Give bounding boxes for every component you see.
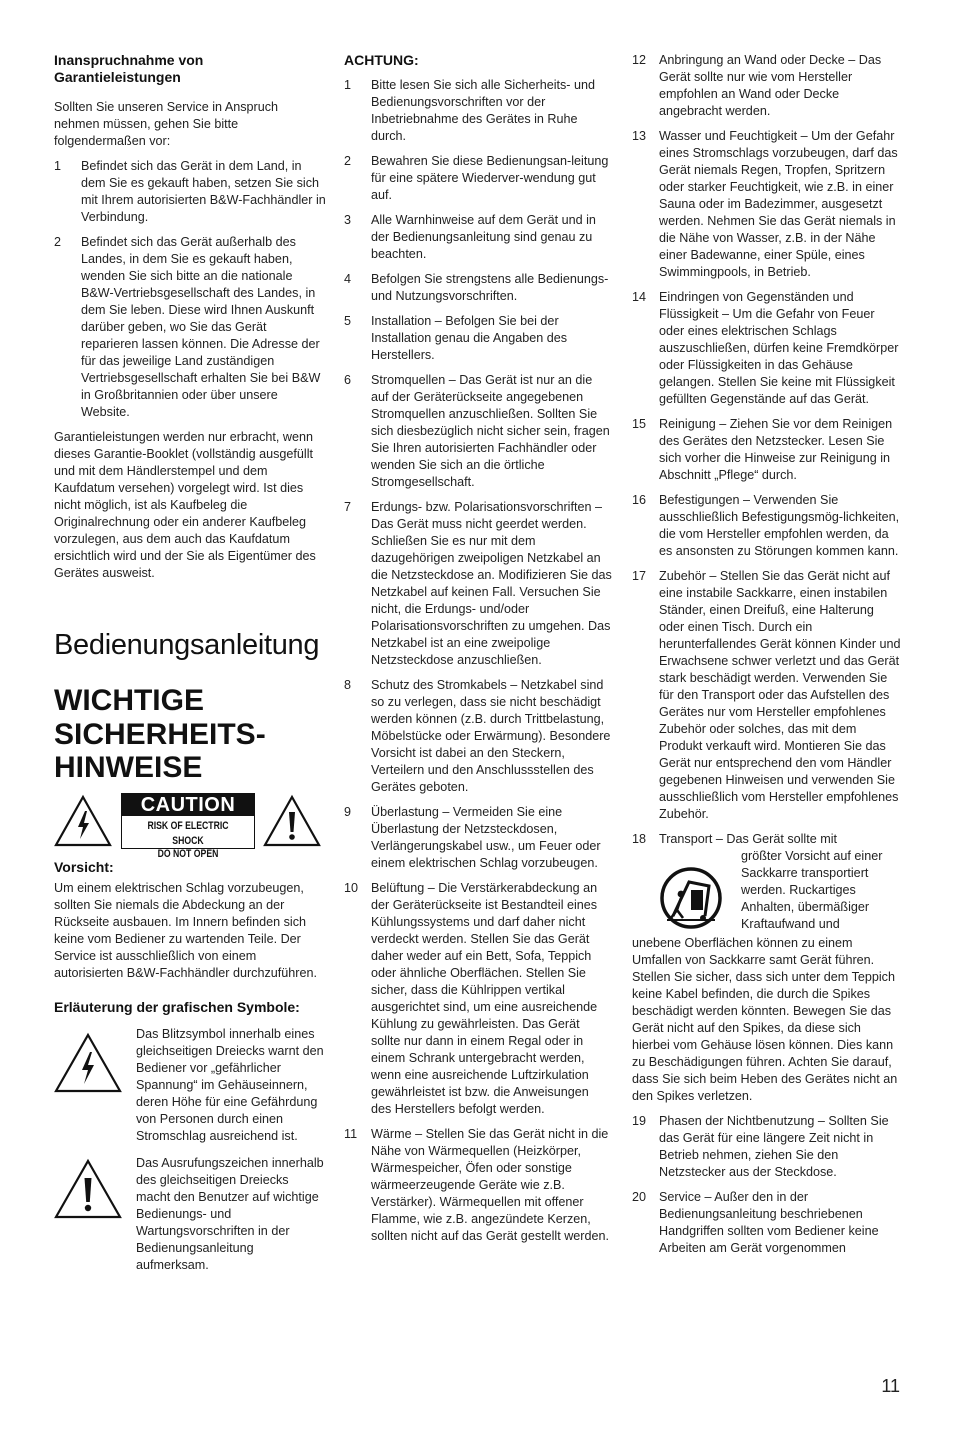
- safety-list: [344, 77, 612, 1245]
- safety-list: [632, 1113, 902, 1257]
- caution-title: CAUTION: [122, 794, 254, 816]
- caution-subtext: RISK OF ELECTRIC SHOCK: [147, 819, 229, 847]
- safety-heading-line: SICHERHEITS-: [54, 717, 266, 751]
- list-text: Alle Warnhinweise auf dem Gerät und in der Bedienungsanleitung sind genau zu beachten.: [371, 213, 596, 261]
- lightning-warning-icon: [54, 794, 112, 848]
- list-item: [344, 313, 612, 364]
- symbol-explanation: [54, 1026, 326, 1145]
- exclamation-warning-icon: [54, 1158, 122, 1220]
- list-item: [344, 212, 612, 263]
- list-text-lead: Transport – Das Gerät sollte mit: [659, 832, 838, 846]
- column-left: [54, 52, 326, 1274]
- list-text: Reinigung – Ziehen Sie vor dem Reinigen des Gerätes den Netzstecker. Lesen Sie sich vorher die Hinweise zur Reinigung in Abschnitt „Pflege“ durch.: [659, 417, 893, 482]
- list-text: Stromquellen – Das Gerät ist nur an die auf der Geräterückseite angegebenen Stromquellen anzuschließen. Sollten Sie sich diesbezüglich nicht sicher sein, fragen Sie Ihren autorisierten Fachhändler oder wenden Sie sich an die örtliche Stromgesellschaft.: [371, 373, 610, 489]
- list-text-side: größter Vorsicht auf einer Sackkarre transportiert werden. Ruckartiges Anhalten, übermäßiger Kraftaufwand und: [741, 849, 883, 931]
- list-number: 17: [632, 569, 647, 583]
- heading-achtung: ACHTUNG:: [344, 52, 419, 68]
- list-item: [344, 271, 612, 305]
- list-text: Befolgen Sie strengstens alle Bedienungs- und Nutzungsvorschriften.: [371, 272, 609, 303]
- list-item: [344, 372, 612, 491]
- list-item: [344, 499, 612, 669]
- list-number: 1: [344, 78, 352, 92]
- list-text: Bewahren Sie diese Bedienungsan-leitung für eine spätere Wiederver-wendung gut auf.: [371, 154, 609, 202]
- paragraph-vorsicht: Um einem elektrischen Schlag vorzubeugen, sollten Sie niemals die Abdeckung an der Rückseite ausbauen. Im Innern befinden sich keine vom Bediener zu wartenden Teile. Der Service ist ausschließlich von einem autorisierten B&W-Fachhändler durchzuführen.: [54, 880, 317, 980]
- list-item: [344, 153, 612, 204]
- list-item: [632, 1189, 902, 1257]
- list-number: 12: [632, 53, 647, 67]
- list-text: Befindet sich das Gerät in dem Land, in dem Sie es gekauft haben, setzen Sie sich mit Ihrem autorisierten B&W-Fachhändler in Verbindung.: [81, 159, 326, 224]
- list-number: 15: [632, 417, 647, 431]
- paragraph-garantie-conditions: Garantieleistungen werden nur erbracht, wenn dieses Garantie-Booklet (vollständig ausgefüllt und mit dem Händlerstempel und dem Kaufdatum versehen) vorgelegt wird. Ist dies nicht möglich, ist als Kaufbeleg die Originalrechnung oder ein anderer Kaufbeleg vorzulegen, aus dem auch das Kaufdatum ersichtlich wird und der Sie als Eigentümer des Gerätes ausweist.: [54, 430, 316, 580]
- trolley-icon-cell: [659, 848, 741, 935]
- list-text: Erdungs- bzw. Polarisationsvorschriften – Das Gerät muss nicht geerdet werden. Schließen Sie es nur mit dem dazugehörigen zweipoligen Netzkabel an die Netzsteckdose an. Modifizieren Sie das Netzkabel auf keinen Fall. Versuchen Sie nicht, die Erdungs- und/oder Polarisationsvorschriften zu umgehen. Das Netzkabel ist an eine zweipolige Netzsteckdose anzuschließen.: [371, 500, 612, 667]
- safety-heading-line: WICHTIGE: [54, 684, 204, 717]
- symbol-description: Das Ausrufungszeichen innerhalb des gleichseitigen Dreiecks macht den Benutzer auf wichtige Bedienungs- und Wartungsvorschriften in der Bedienungsanleitung aufmerksam.: [136, 1155, 324, 1272]
- list-number: 4: [344, 272, 352, 286]
- cart-tipover-warning-icon: [659, 866, 723, 930]
- safety-list: [632, 52, 902, 823]
- list-item: [344, 880, 612, 1118]
- heading-symbole: Erläuterung der grafischen Symbole:: [54, 998, 300, 1015]
- list-number: 13: [632, 129, 647, 143]
- list-text: Wärme – Stellen Sie das Gerät nicht in die Nähe von Wärmequellen (Heizkörper, Wärmespeicher, Öfen oder sonstige wärmeerzeugende Geräte wie z.B. Verstärker). Wärmequellen mit offener Flamme, wie z.B. angezündete Kerzen, sollten nicht auf das Gerät gestellt werden.: [371, 1127, 610, 1243]
- list-item: [54, 158, 326, 226]
- heading-garantie: Inanspruchnahme von Garantieleistungen: [54, 52, 204, 85]
- list-number: 14: [632, 290, 647, 304]
- list-number: 10: [344, 881, 359, 895]
- list-text-rest: unebene Oberflächen können zu einem Umfallen von Sackkarre samt Gerät führen. Stellen Sie sicher, dass sich unter dem Teppich keine Kabel befinden, die durch die Spikes beschädigt werden könnten. Bewegen Sie das Gerät nicht auf den Spikes, da diese sich hierbei vom Gehäuse lösen können. Dies kann zu Beschädigungen führen. Achten Sie darauf, dass Sie sich beim Heben des Gerätes nicht an den Spikes verletzen.: [632, 936, 898, 1103]
- list-item: [344, 1126, 612, 1245]
- list-text: Befindet sich das Gerät außerhalb des Landes, in dem Sie es gekauft haben, wenden Sie sich bitte an die nationale B&W-Vertriebsgesellschaft des Landes, in dem Sie leben. Diese wird Ihnen Auskunft darüber geben, wo Sie das Gerät reparieren lassen können. Die Adresse der für das jeweilige Land zuständigen Vertriebsgesellschaft erhalten Sie bei B&W in Großbritannien oder über unsere Website.: [81, 235, 321, 419]
- list-number: 2: [54, 235, 62, 249]
- column-right: [632, 52, 902, 1257]
- list-item: [632, 289, 902, 408]
- list-item: [344, 77, 612, 145]
- caution-subtext: DO NOT OPEN: [157, 847, 219, 860]
- symbol-description: Das Blitzsymbol innerhalb eines gleichseitigen Dreiecks warnt den Bediener vor „gefährlicher Spannung“ im Gehäuseinnern, deren Höhe für eine Gefährdung von Personen durch einen Stromschlag ausreichend ist.: [136, 1026, 324, 1143]
- list-text: Service – Außer den in der Bedienungsanleitung beschriebenen Handgriffen sollten vom Bediener keine Arbeiten am Gerät vorgenommen: [659, 1190, 879, 1255]
- list-item: [632, 128, 902, 281]
- page-title: Bedienungsanleitung: [54, 629, 320, 661]
- list-number: 2: [344, 154, 352, 168]
- caution-label: [54, 793, 326, 860]
- list-item: [632, 568, 902, 823]
- list-text: Wasser und Feuchtigkeit – Um der Gefahr eines Stromschlags vorzubeugen, darf das Gerät niemals Regen, Tropfen, Spritzern oder starker Feuchtigkeit, wie z.B. in einer Sauna oder im Badezimmer, ausgesetzt werden. Nehmen Sie das Gerät niemals in die Nähe von Wasser, z.B. in der Nähe einer Badewanne, einer Spüle, eines Swimmingpools, in Betrieb.: [659, 129, 898, 279]
- safety-heading-line: HINWEISE: [54, 751, 203, 784]
- list-item: [54, 234, 326, 421]
- list-number: 1: [54, 159, 62, 173]
- column-middle: [344, 52, 612, 1245]
- heading-vorsicht: Vorsicht:: [54, 858, 114, 875]
- list-number: 6: [344, 373, 352, 387]
- caution-box: [121, 793, 255, 860]
- symbol-icon-cell: [54, 1026, 136, 1145]
- symbol-icon-cell: [54, 1155, 136, 1274]
- list-number: 9: [344, 805, 352, 819]
- list-text: Überlastung – Vermeiden Sie eine Überlastung der Netzsteckdosen, Verlängerungskabel usw., um Feuer oder einem elektrischen Schlag vorzubeugen.: [371, 805, 601, 870]
- list-number: 18: [632, 832, 647, 846]
- list-text: Belüftung – Die Verstärkerabdeckung an der Geräterückseite ist Bestandteil eines Kühlungssystems und darf daher nicht verdeckt werden. Stellen Sie das Gerät daher weder auf ein Bett, Sofa, Teppich oder ähnliche Oberflächen. Stellen Sie sicher, dass die Kühlrippen vertikal ausgerichtet sind, um eine ausreichende Kühlung zu gewährleisten. Das Gerät sollte nur dann in einem Regal oder in einem Schrank untergebracht werden, wenn eine ausreichende Luftzirkulation gewährleistet ist bzw. die Anweisungen des Herstellers befolgt werden.: [371, 881, 598, 1116]
- list-text: Eindringen von Gegenständen und Flüssigkeit – Um die Gefahr von Feuer oder eines elektrischen Schlags auszuschließen, dürfen keine Fremdkörper oder Flüssigkeiten in das Gehäuse gelangen. Stellen Sie keine mit Flüssigkeit gefüllten Gegenstände auf das Gerät.: [659, 290, 899, 406]
- exclamation-warning-icon: [263, 794, 321, 848]
- list-number: 8: [344, 678, 352, 692]
- lightning-warning-icon: [54, 1032, 122, 1094]
- paragraph-garantie-intro: Sollten Sie unseren Service in Anspruch nehmen müssen, gehen Sie bitte folgendermaßen vor:: [54, 100, 279, 148]
- list-item: [344, 677, 612, 796]
- list-text: Schutz des Stromkabels – Netzkabel sind so zu verlegen, dass sie nicht beschädigt werden können (z.B. durch Trittbelastung, Möbelstücke oder Erwärmung). Besondere Vorsicht ist dabei an den Steckern, Verteilern und den Anschlussstellen des Gerätes geboten.: [371, 678, 611, 794]
- safety-heading: [54, 684, 326, 785]
- list-number: 5: [344, 314, 352, 328]
- page-number: 11: [881, 1376, 900, 1396]
- list-text: Zubehör – Stellen Sie das Gerät nicht auf eine instabile Sackkarre, einen instabilen Ständer, einen Dreifuß, eine Halterung oder einen Tisch. Durch ein herunterfallendes Gerät können Kinder und Erwachsene schwer verletzt und das Gerät stark beschädigt werden. Verwenden Sie für den Transport oder das Aufstellen des Gerätes nur vom Hersteller empfohlenes Zubehör oder solches, das mit dem Produkt verkauft wird. Montieren Sie das Gerät nur entsprechend den vom Händler gegebenen Hinweisen und verwenden Sie ausschließlich vom Hersteller empfohlenes Zubehör.: [659, 569, 901, 821]
- list-text: Phasen der Nichtbenutzung – Sollten Sie das Gerät für eine längere Zeit nicht in Betrieb nehmen, ziehen Sie den Netzstecker aus der Steckdose.: [659, 1114, 889, 1179]
- list-item: [632, 492, 902, 560]
- list-text: Befestigungen – Verwenden Sie ausschließlich Befestigungsmög-lichkeiten, die vom Hersteller empfohlen werden, da es ansonsten zu Störungen kommen kann.: [659, 493, 900, 558]
- list-text: Anbringung an Wand oder Decke – Das Gerät sollte nur wie vom Hersteller empfohlen an Wand oder Decke angebracht werden.: [659, 53, 882, 118]
- list-item: [632, 416, 902, 484]
- list-item: [344, 804, 612, 872]
- list-number: 20: [632, 1190, 647, 1204]
- list-number: 16: [632, 493, 647, 507]
- list-number: 19: [632, 1114, 647, 1128]
- list-item: [632, 52, 902, 120]
- list-number: 11: [344, 1127, 358, 1141]
- list-number: 3: [344, 213, 352, 227]
- list-item: [632, 831, 902, 1105]
- list-number: 7: [344, 500, 352, 514]
- trolley-block: [659, 848, 902, 935]
- symbol-explanation: [54, 1155, 326, 1274]
- list-text: Bitte lesen Sie sich alle Sicherheits- und Bedienungsvorschriften vor der Inbetriebnahme des Gerätes in Ruhe durch.: [371, 78, 596, 143]
- list-text: Installation – Befolgen Sie bei der Installation genau die Angaben des Herstellers.: [371, 314, 568, 362]
- list-item: [632, 1113, 902, 1181]
